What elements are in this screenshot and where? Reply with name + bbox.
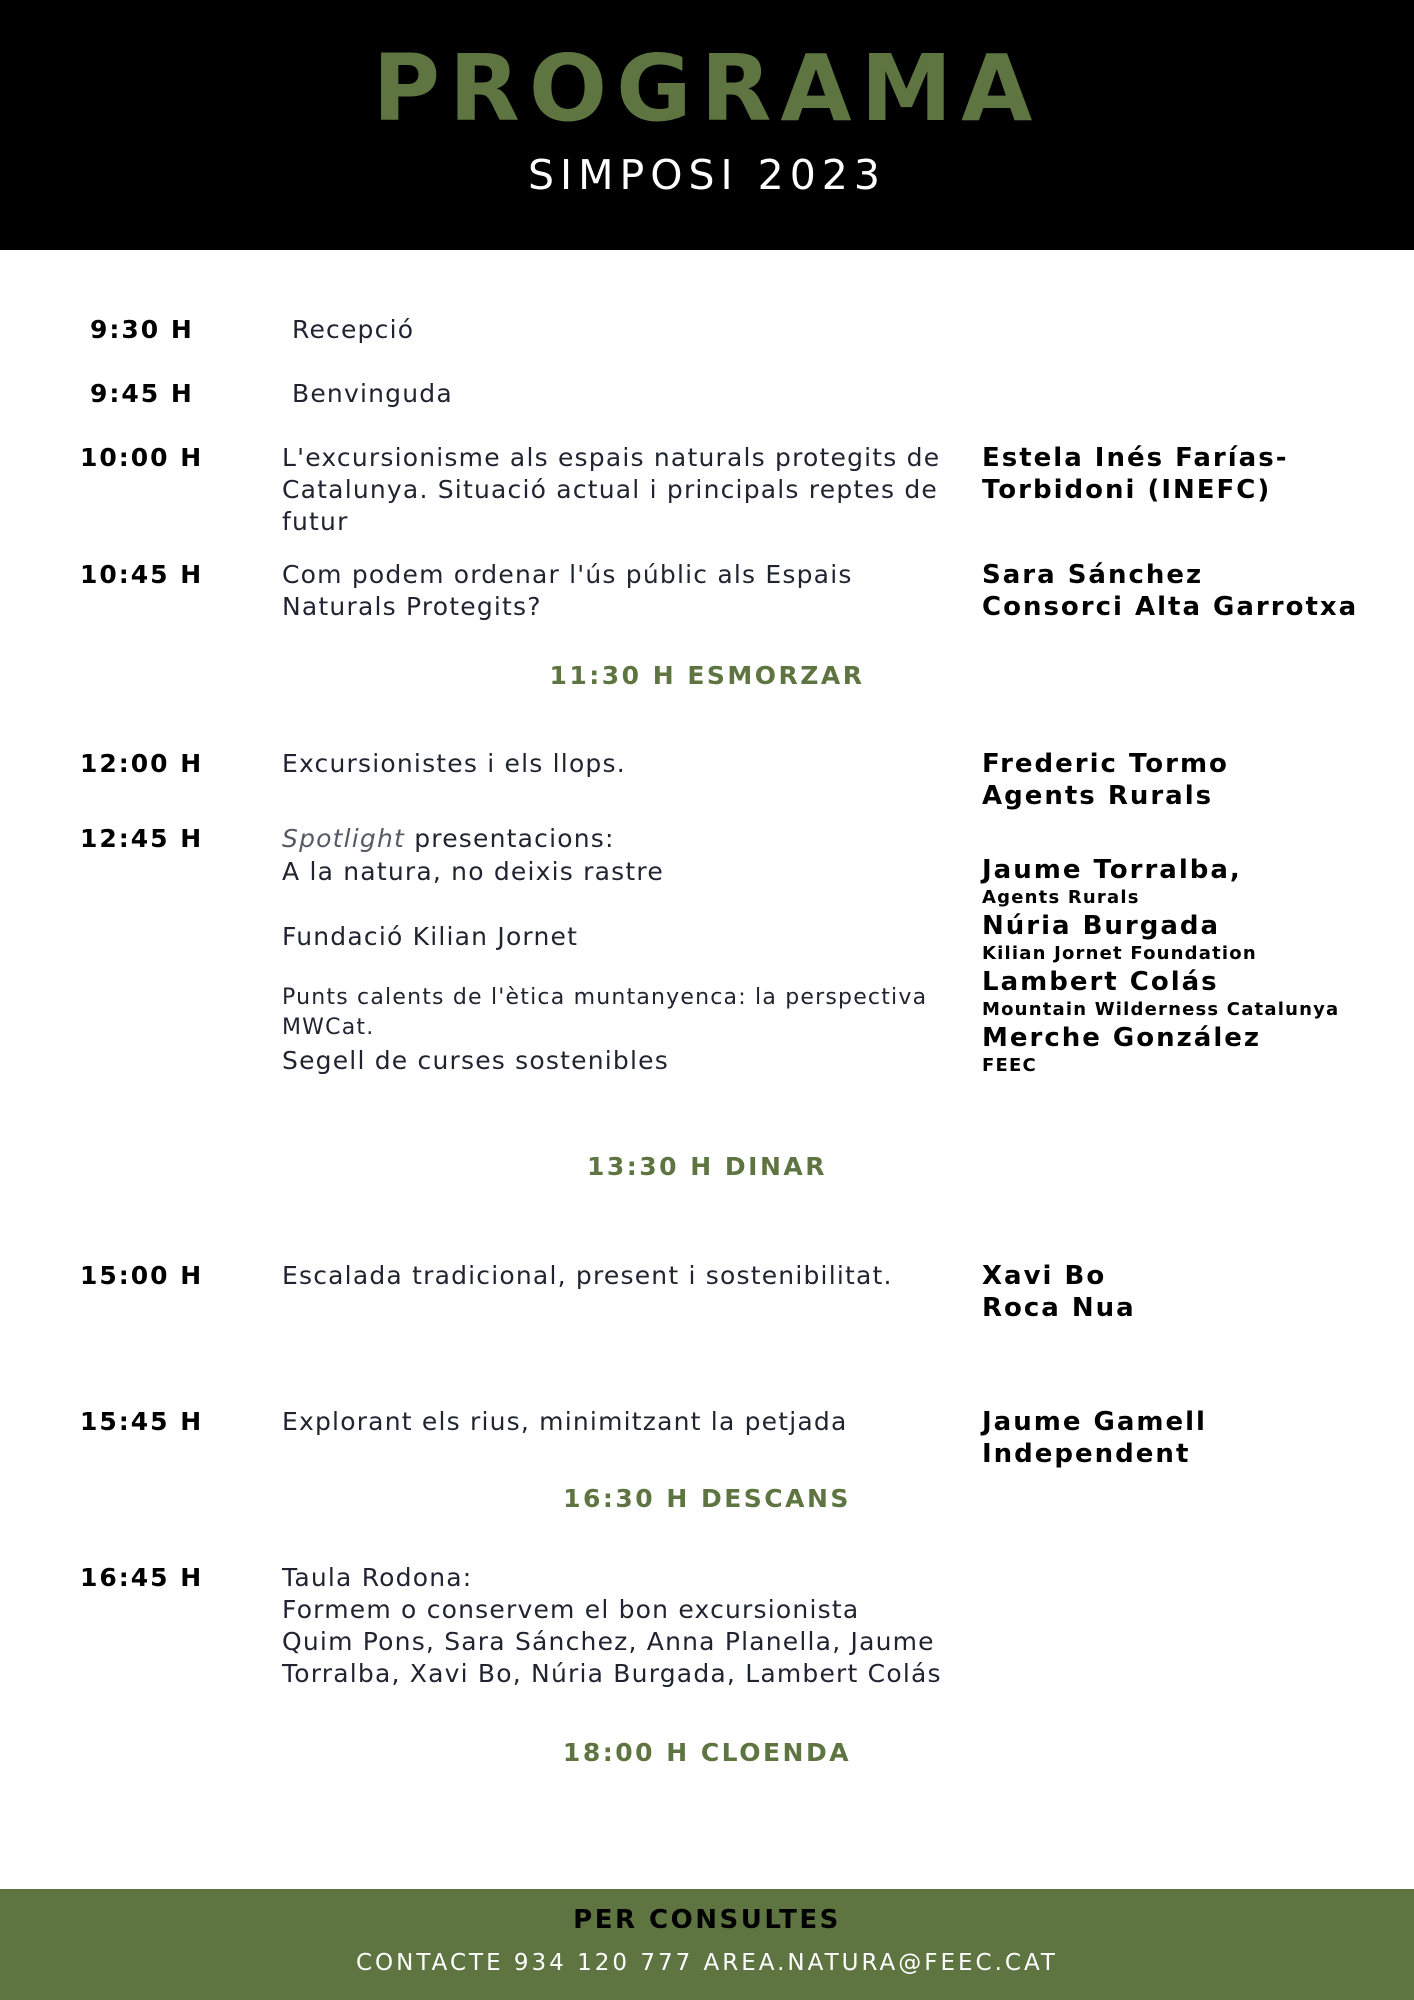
talk-line: Quim Pons, Sara Sánchez, Anna Planella, Jaume [282, 1627, 935, 1656]
talk-line: futur [282, 507, 349, 536]
talk-title [282, 1045, 942, 1077]
talk-title [292, 314, 952, 346]
speaker-block [982, 1260, 1136, 1324]
talk-line: Benvinguda [292, 379, 453, 408]
speaker-name: Jaume Torralba, [982, 855, 1242, 885]
speaker-affiliation: Mountain Wilderness Catalunya [982, 999, 1340, 1020]
schedule-time: 12:45 H [80, 824, 204, 853]
talk-line: Recepció [292, 315, 415, 344]
page-header [0, 0, 1414, 250]
talk-line: Escalada tradicional, present i sostenibilitat. [282, 1261, 893, 1290]
talk-line: Com podem ordenar l'ús públic als Espais [282, 560, 853, 589]
talk-line: Punts calents de l'ètica muntanyenca: la perspectiva [282, 985, 928, 1010]
speaker-block [982, 854, 1339, 1078]
page-title: PROGRAMA [372, 35, 1042, 142]
talk-line: Formem o conservem el bon excursionista [282, 1595, 860, 1624]
talk-line: Excursionistes i els llops. [282, 749, 626, 778]
footer-title: PER CONSULTES [573, 1905, 841, 1935]
talk-line: Taula Rodona: [282, 1563, 473, 1592]
speaker-name: Sara Sánchez [982, 560, 1204, 590]
speaker-affiliation: Agents Rurals [982, 887, 1140, 908]
break-heading: 11:30 H ESMORZAR [549, 661, 865, 690]
break-heading: 18:00 H CLOENDA [562, 1738, 852, 1767]
schedule-time: 9:30 H [90, 315, 194, 344]
talk-line: Catalunya. Situació actual i principals reptes de [282, 475, 938, 504]
schedule-time: 9:45 H [90, 379, 194, 408]
talk-line: Explorant els rius, minimitzant la petjada [282, 1407, 848, 1436]
speaker-name: Merche González [982, 1023, 1262, 1053]
talk-line: MWCat. [282, 1015, 375, 1040]
schedule-time: 10:00 H [80, 443, 204, 472]
schedule-time: 15:00 H [80, 1261, 204, 1290]
speaker-name: Consorci Alta Garrotxa [982, 592, 1359, 622]
spotlight-rest: presentacions: [405, 824, 615, 853]
schedule-time: 16:45 H [80, 1563, 204, 1592]
break-heading: 13:30 H DINAR [587, 1152, 827, 1181]
speaker-block [982, 748, 1229, 812]
talk-line: Torralba, Xavi Bo, Núria Burgada, Lambert Colás [282, 1659, 942, 1688]
talk-title [282, 856, 942, 888]
speaker-name: Núria Burgada [982, 911, 1221, 941]
footer-contact: CONTACTE 934 120 777 AREA.NATURA@FEEC.CAT [356, 1950, 1058, 1976]
talk-title [282, 559, 942, 623]
speaker-name: Xavi Bo [982, 1261, 1107, 1291]
speaker-block [982, 559, 1358, 623]
talk-line: Naturals Protegits? [282, 592, 542, 621]
talk-title [282, 1260, 942, 1292]
schedule-time: 15:45 H [80, 1407, 204, 1436]
talk-title [282, 823, 942, 855]
talk-title [282, 442, 942, 538]
speaker-name: Independent [982, 1439, 1191, 1469]
talk-title [282, 748, 942, 780]
talk-title [282, 921, 942, 953]
speaker-name: Estela Inés Farías- [982, 443, 1289, 473]
talk-title [282, 1562, 942, 1690]
talk-line: Segell de curses sostenibles [282, 1046, 669, 1075]
schedule-time: 10:45 H [80, 560, 204, 589]
page-footer [0, 1889, 1414, 2000]
talk-line: Fundació Kilian Jornet [282, 922, 579, 951]
speaker-affiliation: FEEC [982, 1055, 1037, 1076]
speaker-affiliation: Kilian Jornet Foundation [982, 943, 1257, 964]
spotlight-line [282, 823, 942, 855]
speaker-name: Jaume Gamell [982, 1407, 1207, 1437]
speaker-name: Frederic Tormo [982, 749, 1229, 779]
speaker-block [982, 1406, 1207, 1470]
talk-line: A la natura, no deixis rastre [282, 857, 664, 886]
schedule-time: 12:00 H [80, 749, 204, 778]
speaker-name: Agents Rurals [982, 781, 1214, 811]
talk-title [282, 983, 942, 1043]
speaker-name: Torbidoni (INEFC) [982, 475, 1272, 505]
talk-line: L'excursionisme als espais naturals protegits de [282, 443, 941, 472]
spotlight-label: Spotlight [282, 824, 406, 853]
speaker-name: Roca Nua [982, 1293, 1136, 1323]
talk-title [292, 378, 952, 410]
page-subtitle: SIMPOSI 2023 [528, 151, 886, 199]
talk-title [282, 1406, 942, 1438]
break-heading: 16:30 H DESCANS [563, 1484, 851, 1513]
speaker-name: Lambert Colás [982, 967, 1219, 997]
speaker-block [982, 442, 1288, 506]
